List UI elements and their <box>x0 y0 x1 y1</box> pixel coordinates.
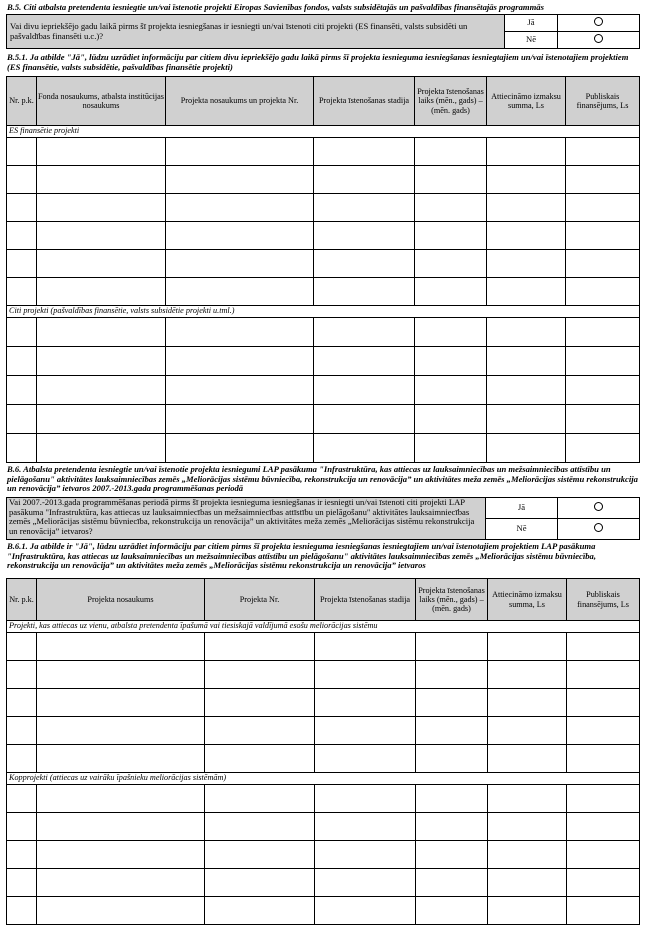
b61-heading: B.6.1. Ja atbilde ir "Jā", lūdzu uzrādiet informāciju par citiem pirms šī projekta iesnieguma iesniegšanas iesniegtajiem un/vai īstenotajiem projektiem LAP pasākuma "Infrastruktūra, kas attiecas uz lauksaimniecības un mežsaimniecības attīstību un pielāgošanu" aktivitātes lauksaimniecības zemēs „Meliorācijas sistēmu būvniecība, rekonstrukcija un renovācija” un aktivitātes meža zemēs „Meliorācijas sistēmu rekonstrukcija un renovācija” ietvaros <box>7 541 596 571</box>
table-row <box>7 813 640 841</box>
cell-a[interactable] <box>37 745 205 773</box>
col-project-number: Projekta Nr. <box>205 579 315 621</box>
cell-stage[interactable] <box>314 166 415 194</box>
cell-nr[interactable] <box>7 138 37 166</box>
cell-b[interactable] <box>205 717 315 745</box>
col-eligible-costs: Attiecināmo izmaksu summa, Ls <box>487 77 566 126</box>
b51-header-row <box>7 77 640 126</box>
cell-costs[interactable] <box>488 897 567 925</box>
cell-time[interactable] <box>415 250 487 278</box>
table-row <box>7 405 640 434</box>
cell-nr[interactable] <box>7 897 37 925</box>
cell-time[interactable] <box>416 689 488 717</box>
table-row <box>7 434 640 463</box>
cell-costs[interactable] <box>488 689 567 717</box>
col-nr: Nr. p.k. <box>7 579 37 621</box>
cell-b[interactable] <box>205 633 315 661</box>
cell-funding[interactable] <box>566 278 640 306</box>
cell-funding[interactable] <box>566 250 640 278</box>
cell-funding[interactable] <box>566 166 640 194</box>
cell-a[interactable] <box>37 689 205 717</box>
cell-time[interactable] <box>416 745 488 773</box>
cell-time[interactable] <box>415 194 487 222</box>
cell-costs[interactable] <box>488 785 567 813</box>
b61-projects-table <box>6 578 640 925</box>
cell-a[interactable] <box>37 869 205 897</box>
cell-b[interactable] <box>166 318 314 347</box>
cell-costs[interactable] <box>487 194 566 222</box>
cell-time[interactable] <box>415 138 487 166</box>
cell-b[interactable] <box>205 661 315 689</box>
cell-nr[interactable] <box>7 278 37 306</box>
col-public-funding: Publiskais finansējums, Ls <box>566 77 640 126</box>
cell-costs[interactable] <box>487 250 566 278</box>
cell-b[interactable] <box>205 869 315 897</box>
cell-funding[interactable] <box>567 785 640 813</box>
cell-a[interactable] <box>37 278 166 306</box>
cell-costs[interactable] <box>488 717 567 745</box>
cell-costs[interactable] <box>488 869 567 897</box>
cell-funding[interactable] <box>566 318 640 347</box>
cell-b[interactable] <box>205 897 315 925</box>
cell-b[interactable] <box>205 745 315 773</box>
cell-a[interactable] <box>37 222 166 250</box>
cell-nr[interactable] <box>7 633 37 661</box>
cell-stage[interactable] <box>315 717 416 745</box>
b51-section-es: ES finansētie projekti <box>7 126 640 138</box>
cell-a[interactable] <box>37 405 166 434</box>
col-nr: Nr. p.k. <box>7 77 37 126</box>
b5-no-radio[interactable] <box>594 34 603 43</box>
cell-costs[interactable] <box>488 841 567 869</box>
b6-question-table <box>6 497 640 540</box>
cell-time[interactable] <box>416 785 488 813</box>
cell-nr[interactable] <box>7 250 37 278</box>
cell-time[interactable] <box>415 278 487 306</box>
cell-nr[interactable] <box>7 194 37 222</box>
b51-other-rows <box>7 318 640 463</box>
cell-a[interactable] <box>37 347 166 376</box>
cell-nr[interactable] <box>7 785 37 813</box>
cell-nr[interactable] <box>7 745 37 773</box>
cell-a[interactable] <box>37 434 166 463</box>
cell-stage[interactable] <box>315 745 416 773</box>
table-row <box>7 278 640 306</box>
cell-funding[interactable] <box>567 897 640 925</box>
table-row <box>7 717 640 745</box>
cell-time[interactable] <box>415 434 487 463</box>
cell-costs[interactable] <box>487 166 566 194</box>
cell-time[interactable] <box>415 166 487 194</box>
b5-question-table <box>6 14 640 49</box>
b61-section-single: Projekti, kas attiecas uz vienu, atbalsta pretendenta īpašumā vai tiesiskajā valdījumā esošu meliorācijas sistēmu <box>7 621 640 633</box>
cell-stage[interactable] <box>315 689 416 717</box>
cell-a[interactable] <box>37 785 205 813</box>
cell-nr[interactable] <box>7 166 37 194</box>
cell-time[interactable] <box>416 661 488 689</box>
cell-time[interactable] <box>415 405 487 434</box>
cell-costs[interactable] <box>488 633 567 661</box>
table-row <box>7 318 640 347</box>
b5-yes-label: Jā <box>505 15 558 32</box>
table-row <box>7 376 640 405</box>
cell-funding[interactable] <box>566 194 640 222</box>
cell-time[interactable] <box>416 813 488 841</box>
cell-b[interactable] <box>166 347 314 376</box>
cell-b[interactable] <box>166 222 314 250</box>
cell-funding[interactable] <box>567 689 640 717</box>
col-time: Projekta īstenošanas laiks (mēn., gads) – (mēn. gads) <box>416 579 488 621</box>
table-row <box>7 250 640 278</box>
cell-costs[interactable] <box>488 813 567 841</box>
cell-time[interactable] <box>416 633 488 661</box>
b5-heading: B.5. Citi atbalsta pretendenta iesniegtie un/vai īstenotie projekti Eiropas Savienības fondos, valsts subsidētajās un pašvaldības finansētajās programmās <box>7 2 544 12</box>
b51-heading: B.5.1. Ja atbilde "Jā", lūdzu uzrādiet informāciju par citiem divu iepriekšējo gadu laikā pirms šī projekta iesnieguma iesniegšanas iesniegtajiem un/vai īstenotajiem projektiem (ES finansētie, valsts subsidētie, pašvaldības finansētie projekti) <box>7 52 629 72</box>
cell-funding[interactable] <box>567 745 640 773</box>
cell-a[interactable] <box>37 841 205 869</box>
table-row <box>7 897 640 925</box>
cell-time[interactable] <box>416 897 488 925</box>
cell-time[interactable] <box>415 318 487 347</box>
cell-stage[interactable] <box>315 897 416 925</box>
col-project-name: Projekta nosaukums un projekta Nr. <box>166 77 314 126</box>
cell-b[interactable] <box>166 194 314 222</box>
table-row <box>7 138 640 166</box>
b6-no-label: Nē <box>486 519 558 540</box>
cell-nr[interactable] <box>7 405 37 434</box>
col-public-funding: Publiskais finansējums, Ls <box>567 579 640 621</box>
cell-funding[interactable] <box>566 138 640 166</box>
cell-stage[interactable] <box>314 250 415 278</box>
cell-nr[interactable] <box>7 318 37 347</box>
cell-b[interactable] <box>166 138 314 166</box>
b6-no-radio[interactable] <box>594 523 603 532</box>
cell-nr[interactable] <box>7 717 37 745</box>
cell-funding[interactable] <box>566 376 640 405</box>
table-row <box>7 222 640 250</box>
cell-a[interactable] <box>37 318 166 347</box>
table-row <box>7 785 640 813</box>
b61-section-joint: Kopprojekti (attiecas uz vairāku īpašnieku meliorācijas sistēmām) <box>7 773 640 785</box>
cell-funding[interactable] <box>567 633 640 661</box>
cell-stage[interactable] <box>314 347 415 376</box>
cell-costs[interactable] <box>487 318 566 347</box>
cell-funding[interactable] <box>566 222 640 250</box>
cell-stage[interactable] <box>314 222 415 250</box>
cell-costs[interactable] <box>487 278 566 306</box>
cell-nr[interactable] <box>7 661 37 689</box>
b6-yes-radio[interactable] <box>594 502 603 511</box>
cell-b[interactable] <box>205 841 315 869</box>
b6-yes-label: Jā <box>486 498 558 519</box>
table-row <box>7 745 640 773</box>
table-row <box>7 194 640 222</box>
col-time: Projekta īstenošanas laiks (mēn., gads) – (mēn. gads) <box>415 77 487 126</box>
cell-stage[interactable] <box>315 813 416 841</box>
b51-es-rows <box>7 138 640 306</box>
b6-question: Vai 2007.-2013.gada programmēšanas periodā pirms šī projekta iesnieguma iesniegšanas ir iesniegti un/vai īstenoti citi projekti LAP pasākuma "Infrastruktūra, kas attiecas uz lauksaimniecības un mežsaimniecības attīstību un pielāgošanu" aktivitātes lauksaimniecības zemēs „Meliorācijas sistēmu būvniecība, rekonstrukcija un renovācija” un aktivitātes meža zemēs „Meliorācijas sistēmu rekonstrukcija un renovācija” ietvaros? <box>7 498 486 540</box>
cell-stage[interactable] <box>315 841 416 869</box>
col-fund: Fonda nosaukums, atbalsta institūcijas nosaukums <box>37 77 166 126</box>
table-row <box>7 347 640 376</box>
cell-b[interactable] <box>205 689 315 717</box>
cell-stage[interactable] <box>315 785 416 813</box>
cell-time[interactable] <box>415 347 487 376</box>
cell-b[interactable] <box>166 166 314 194</box>
cell-a[interactable] <box>37 166 166 194</box>
col-eligible-costs: Attiecināmo izmaksu summa, Ls <box>488 579 567 621</box>
cell-b[interactable] <box>166 434 314 463</box>
col-project-name: Projekta nosaukums <box>37 579 205 621</box>
b61-single-rows <box>7 633 640 773</box>
cell-time[interactable] <box>416 717 488 745</box>
cell-a[interactable] <box>37 194 166 222</box>
cell-costs[interactable] <box>487 405 566 434</box>
cell-b[interactable] <box>166 250 314 278</box>
col-stage: Projekta īstenošanas stadija <box>315 579 416 621</box>
cell-funding[interactable] <box>567 841 640 869</box>
cell-funding[interactable] <box>567 661 640 689</box>
cell-costs[interactable] <box>487 376 566 405</box>
cell-nr[interactable] <box>7 813 37 841</box>
cell-time[interactable] <box>415 222 487 250</box>
b5-no-label: Nē <box>505 32 558 49</box>
cell-a[interactable] <box>37 813 205 841</box>
cell-b[interactable] <box>166 376 314 405</box>
b61-joint-rows <box>7 785 640 925</box>
cell-a[interactable] <box>37 633 205 661</box>
cell-stage[interactable] <box>314 138 415 166</box>
cell-nr[interactable] <box>7 869 37 897</box>
table-row <box>7 633 640 661</box>
col-stage: Projekta īstenošanas stadija <box>314 77 415 126</box>
cell-b[interactable] <box>205 785 315 813</box>
cell-funding[interactable] <box>566 405 640 434</box>
b51-projects-table <box>6 76 640 463</box>
cell-stage[interactable] <box>314 194 415 222</box>
cell-funding[interactable] <box>566 347 640 376</box>
cell-costs[interactable] <box>487 347 566 376</box>
cell-stage[interactable] <box>315 661 416 689</box>
cell-costs[interactable] <box>488 745 567 773</box>
cell-costs[interactable] <box>487 222 566 250</box>
b5-question: Vai divu iepriekšējo gadu laikā pirms šī projekta iesniegšanas ir iesniegti un/vai īstenoti citi projekti (ES finansēti, valsts subsidēti un pašvaldības finansēti u.c.)? <box>7 15 505 49</box>
b6-heading: B.6. Atbalsta pretendenta iesniegtie un/vai īstenotie projekta iesniegumi LAP pasākuma "Infrastruktūra, kas attiecas uz lauksaimniecības un mežsaimniecības attīstību un pielāgošanu" aktivitātes lauksaimniecības zemēs „Meliorācijas sistēmu būvniecība, rekonstrukcija un renovācija” un aktivitātes meža zemēs „Meliorācijas sistēmu rekonstrukcija un renovācija” ietvaros 2007.-2013.gada programmēšanas periodā <box>7 464 638 494</box>
cell-stage[interactable] <box>314 376 415 405</box>
cell-a[interactable] <box>37 897 205 925</box>
cell-costs[interactable] <box>487 138 566 166</box>
table-row <box>7 661 640 689</box>
cell-time[interactable] <box>416 841 488 869</box>
cell-time[interactable] <box>415 376 487 405</box>
cell-b[interactable] <box>166 278 314 306</box>
cell-nr[interactable] <box>7 347 37 376</box>
cell-funding[interactable] <box>567 717 640 745</box>
table-row <box>7 869 640 897</box>
b61-header-row <box>7 579 640 621</box>
cell-stage[interactable] <box>314 434 415 463</box>
cell-nr[interactable] <box>7 689 37 717</box>
cell-stage[interactable] <box>314 278 415 306</box>
table-row <box>7 689 640 717</box>
cell-a[interactable] <box>37 376 166 405</box>
cell-a[interactable] <box>37 138 166 166</box>
cell-nr[interactable] <box>7 222 37 250</box>
cell-time[interactable] <box>416 869 488 897</box>
cell-stage[interactable] <box>314 318 415 347</box>
cell-stage[interactable] <box>314 405 415 434</box>
cell-a[interactable] <box>37 250 166 278</box>
b51-section-other: Citi projekti (pašvaldības finansētie, valsts subsidētie projekti u.tml.) <box>7 306 640 318</box>
cell-nr[interactable] <box>7 434 37 463</box>
cell-stage[interactable] <box>315 633 416 661</box>
cell-a[interactable] <box>37 661 205 689</box>
b5-yes-radio[interactable] <box>594 17 603 26</box>
cell-funding[interactable] <box>567 869 640 897</box>
cell-nr[interactable] <box>7 841 37 869</box>
cell-b[interactable] <box>166 405 314 434</box>
cell-stage[interactable] <box>315 869 416 897</box>
cell-b[interactable] <box>205 813 315 841</box>
cell-funding[interactable] <box>567 813 640 841</box>
cell-nr[interactable] <box>7 376 37 405</box>
cell-a[interactable] <box>37 717 205 745</box>
table-row <box>7 841 640 869</box>
cell-funding[interactable] <box>566 434 640 463</box>
cell-costs[interactable] <box>487 434 566 463</box>
table-row <box>7 166 640 194</box>
cell-costs[interactable] <box>488 661 567 689</box>
